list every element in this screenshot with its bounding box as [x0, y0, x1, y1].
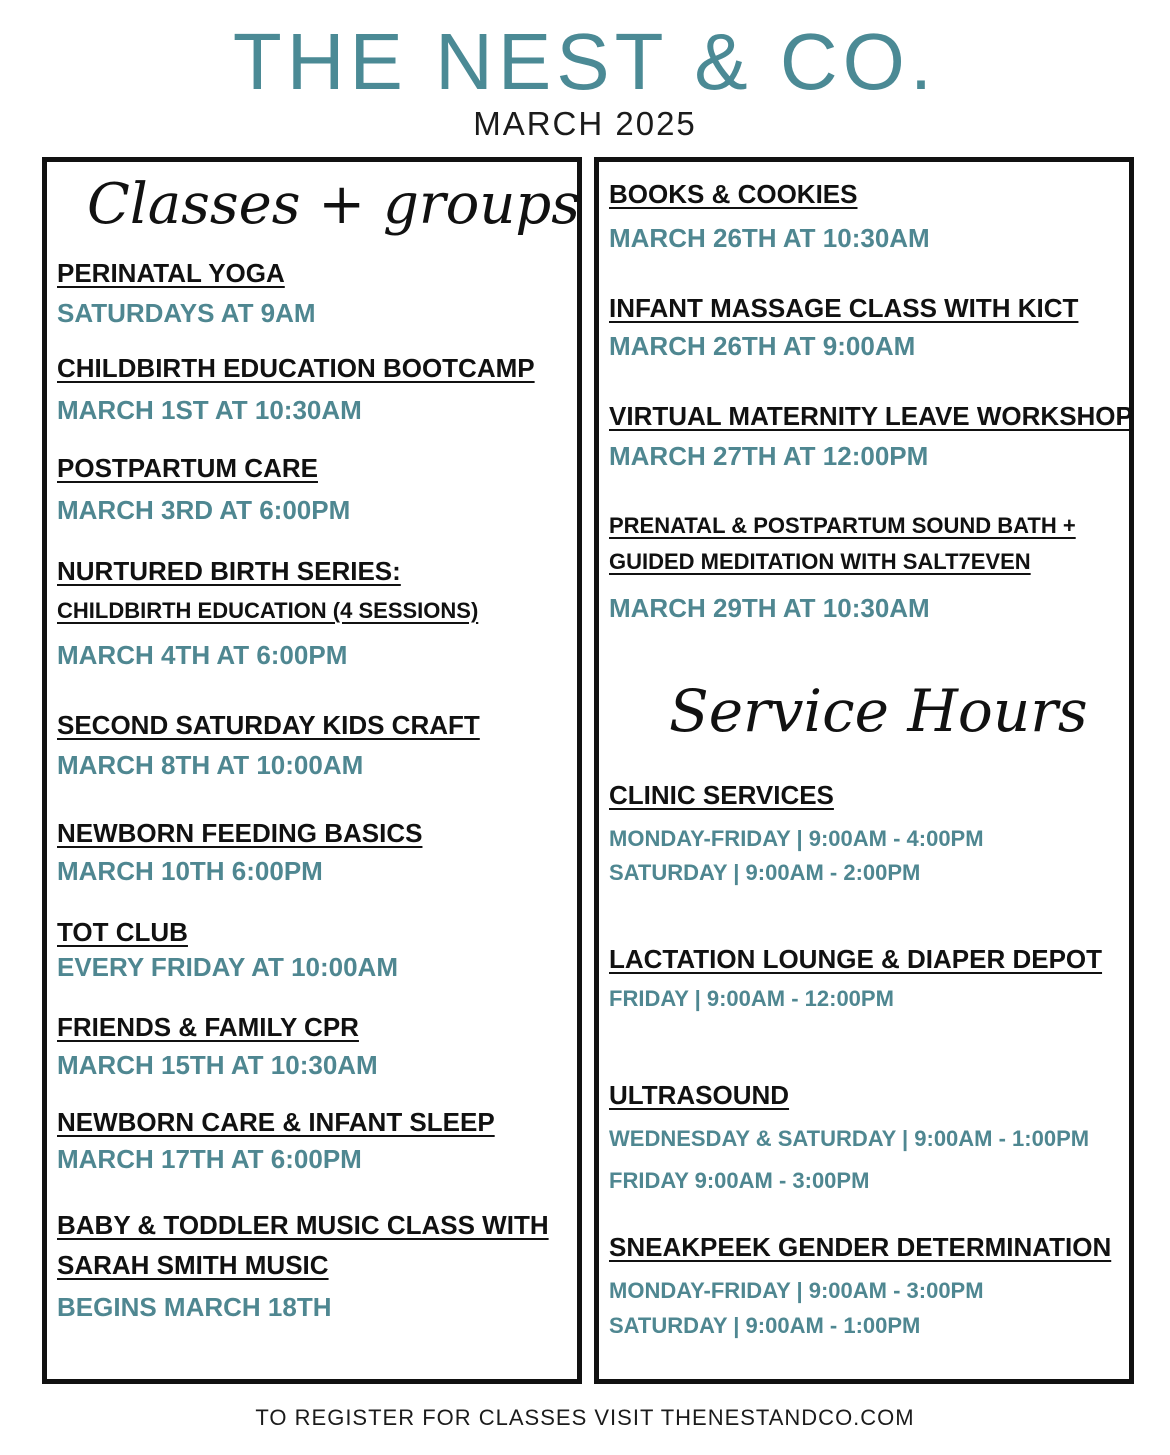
- service-hours-line: MONDAY-FRIDAY | 9:00AM - 3:00PM: [609, 1278, 984, 1303]
- service-hours-line: SATURDAY | 9:00AM - 2:00PM: [609, 860, 921, 885]
- event-date: SATURDAYS AT 9AM: [57, 298, 316, 328]
- event-title[interactable]: TOT CLUB: [57, 917, 188, 947]
- event-date: MARCH 4TH AT 6:00PM: [57, 640, 348, 670]
- service-hours-line: FRIDAY 9:00AM - 3:00PM: [609, 1168, 870, 1193]
- event-date: MARCH 8TH AT 10:00AM: [57, 750, 364, 780]
- event-title[interactable]: BOOKS & COOKIES: [609, 179, 858, 209]
- event-date: MARCH 10TH 6:00PM: [57, 856, 323, 886]
- event-title-line2[interactable]: GUIDED MEDITATION WITH SALT7EVEN: [609, 549, 1031, 574]
- month-subtitle: MARCH 2025: [473, 105, 697, 142]
- service-hours-line: WEDNESDAY & SATURDAY | 9:00AM - 1:00PM: [609, 1126, 1090, 1151]
- service-hours-script-heading: Service Hours: [669, 677, 1088, 745]
- event-date: MARCH 26TH AT 9:00AM: [609, 331, 916, 361]
- event-title[interactable]: NEWBORN FEEDING BASICS: [57, 818, 423, 848]
- event-title-line2[interactable]: SARAH SMITH MUSIC: [57, 1250, 329, 1280]
- event-title[interactable]: VIRTUAL MATERNITY LEAVE WORKSHOP: [609, 401, 1133, 431]
- service-title[interactable]: ULTRASOUND: [609, 1080, 790, 1110]
- register-footer[interactable]: TO REGISTER FOR CLASSES VISIT THENESTANDCO.COM: [255, 1405, 915, 1430]
- event-date: MARCH 17TH AT 6:00PM: [57, 1144, 362, 1174]
- event-title[interactable]: NURTURED BIRTH SERIES:: [57, 556, 401, 586]
- event-title[interactable]: NEWBORN CARE & INFANT SLEEP: [57, 1107, 495, 1137]
- event-date: BEGINS MARCH 18TH: [57, 1292, 332, 1322]
- service-title[interactable]: SNEAKPEEK GENDER DETERMINATION: [609, 1232, 1112, 1262]
- event-date: MARCH 15TH AT 10:30AM: [57, 1050, 378, 1080]
- event-date: MARCH 1ST AT 10:30AM: [57, 395, 362, 425]
- event-title[interactable]: FRIENDS & FAMILY CPR: [57, 1012, 359, 1042]
- service-title[interactable]: CLINIC SERVICES: [609, 780, 834, 810]
- event-title[interactable]: SECOND SATURDAY KIDS CRAFT: [57, 710, 480, 740]
- services-panel: [594, 157, 1134, 1384]
- event-date: MARCH 26TH AT 10:30AM: [609, 223, 930, 253]
- event-title[interactable]: PRENATAL & POSTPARTUM SOUND BATH +: [609, 513, 1076, 538]
- service-hours-line: FRIDAY | 9:00AM - 12:00PM: [609, 986, 894, 1011]
- event-title[interactable]: CHILDBIRTH EDUCATION BOOTCAMP: [57, 353, 535, 383]
- service-title[interactable]: LACTATION LOUNGE & DIAPER DEPOT: [609, 944, 1103, 974]
- event-date: MARCH 3RD AT 6:00PM: [57, 495, 351, 525]
- event-date: EVERY FRIDAY AT 10:00AM: [57, 952, 398, 982]
- brand-title: THE NEST & CO.: [232, 17, 938, 106]
- classes-panel: [42, 157, 582, 1384]
- event-title-line2[interactable]: CHILDBIRTH EDUCATION (4 SESSIONS): [57, 598, 479, 623]
- event-title[interactable]: PERINATAL YOGA: [57, 258, 285, 288]
- classes-script-heading: Classes + groups: [87, 172, 581, 237]
- service-hours-line: MONDAY-FRIDAY | 9:00AM - 4:00PM: [609, 826, 984, 851]
- service-hours-line: SATURDAY | 9:00AM - 1:00PM: [609, 1313, 921, 1338]
- event-date: MARCH 29TH AT 10:30AM: [609, 593, 930, 623]
- event-title[interactable]: POSTPARTUM CARE: [57, 453, 318, 483]
- event-title[interactable]: INFANT MASSAGE CLASS WITH KICT: [609, 293, 1079, 323]
- event-date: MARCH 27TH AT 12:00PM: [609, 441, 929, 471]
- event-title[interactable]: BABY & TODDLER MUSIC CLASS WITH: [57, 1210, 549, 1240]
